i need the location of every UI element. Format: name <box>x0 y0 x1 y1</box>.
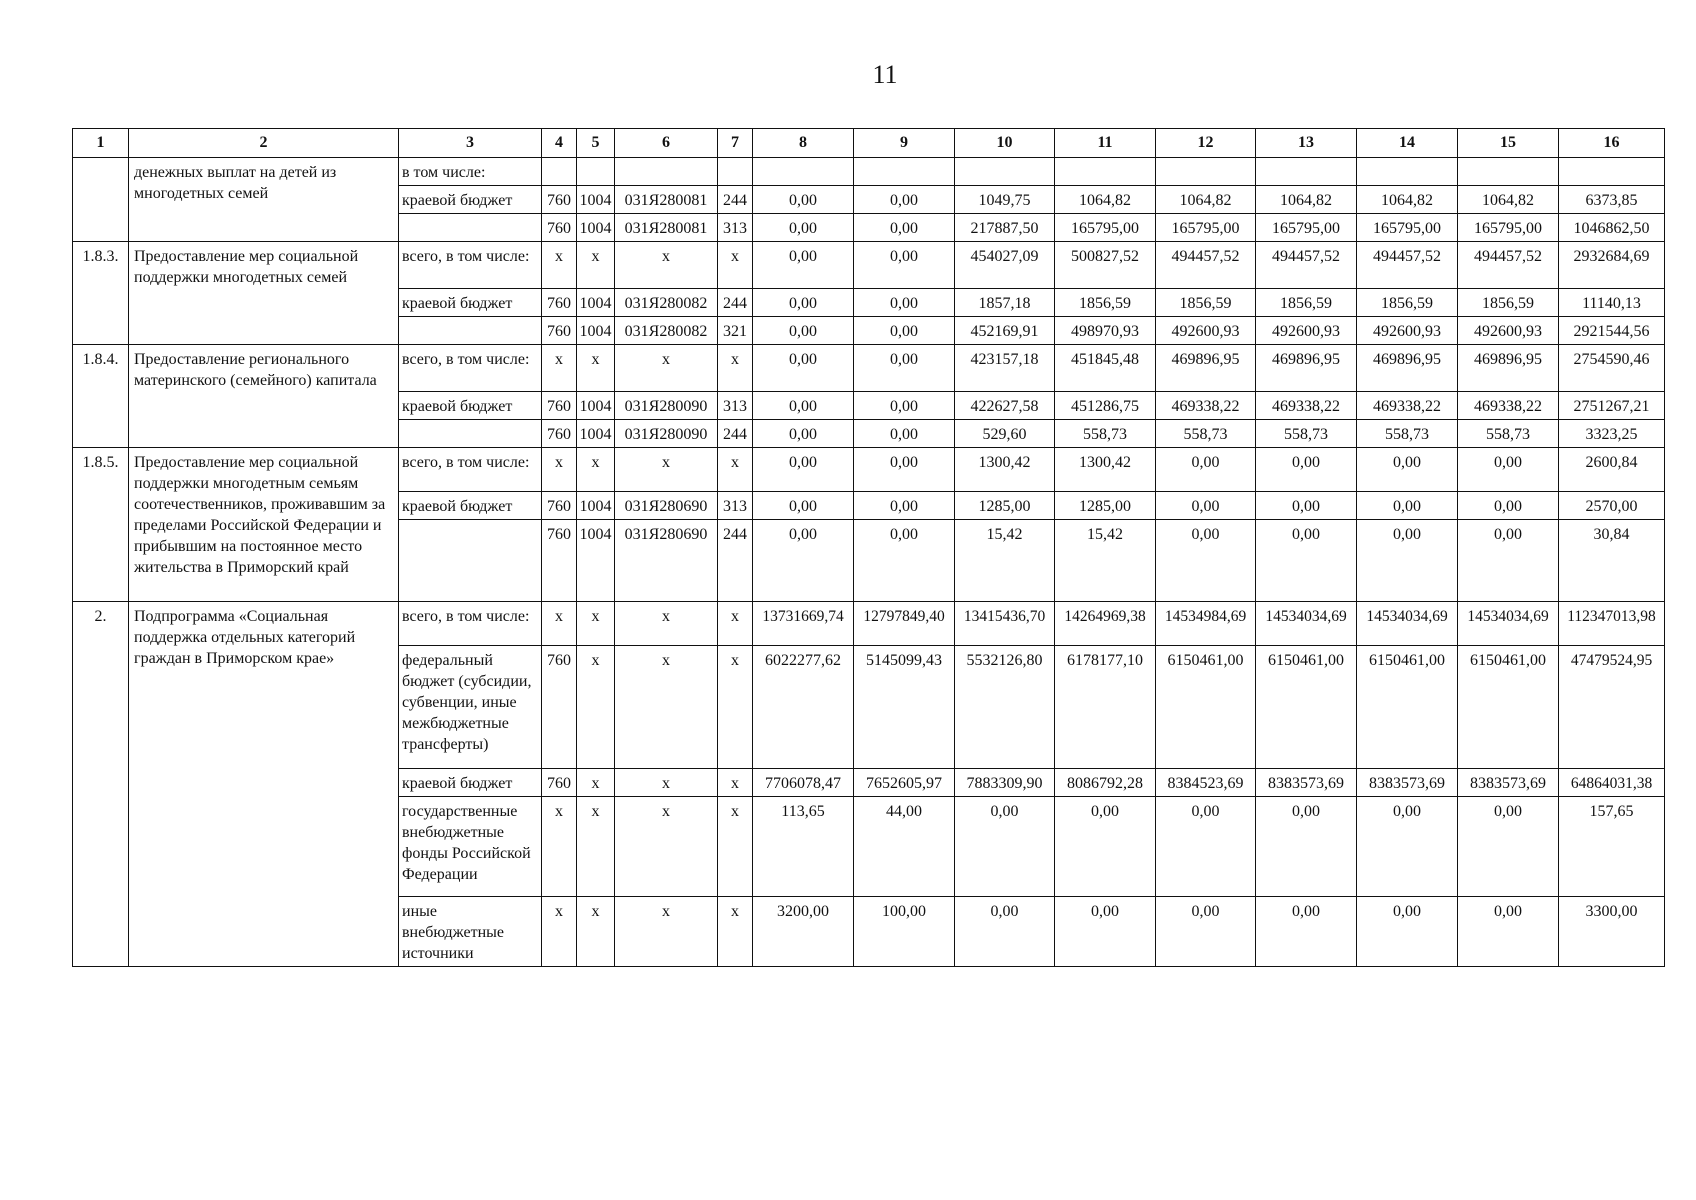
funding-source: всего, в том числе: <box>399 242 542 289</box>
value-cell: 1300,42 <box>1055 448 1156 492</box>
value-cell: 0,00 <box>854 420 955 448</box>
code-cell: 1004 <box>577 186 615 214</box>
funding-source <box>399 214 542 242</box>
value-cell: 0,00 <box>1156 448 1256 492</box>
value-cell: 5532126,80 <box>955 646 1055 769</box>
code-cell: 031Я280090 <box>615 420 718 448</box>
value-cell: 30,84 <box>1559 520 1665 602</box>
code-cell: х <box>577 646 615 769</box>
value-cell: 0,00 <box>854 392 955 420</box>
value-cell: 0,00 <box>1357 797 1458 897</box>
value-cell: 1856,59 <box>1055 289 1156 317</box>
code-cell: х <box>718 242 753 289</box>
code-cell: 031Я280690 <box>615 492 718 520</box>
value-cell: 454027,09 <box>955 242 1055 289</box>
value-cell: 0,00 <box>753 420 854 448</box>
table-row <box>73 602 1665 646</box>
header-cell: 16 <box>1559 129 1665 158</box>
code-cell <box>718 158 753 186</box>
value-cell: 0,00 <box>753 186 854 214</box>
value-cell: 13415436,70 <box>955 602 1055 646</box>
budget-table <box>72 128 1665 967</box>
value-cell: 469338,22 <box>1458 392 1559 420</box>
value-cell: 0,00 <box>753 289 854 317</box>
value-cell: 113,65 <box>753 797 854 897</box>
header-cell: 10 <box>955 129 1055 158</box>
value-cell: 0,00 <box>854 520 955 602</box>
code-cell: 244 <box>718 186 753 214</box>
code-cell: 244 <box>718 520 753 602</box>
header-cell: 5 <box>577 129 615 158</box>
value-cell: 6150461,00 <box>1256 646 1357 769</box>
code-cell: 1004 <box>577 289 615 317</box>
header-cell: 13 <box>1256 129 1357 158</box>
value-cell: 157,65 <box>1559 797 1665 897</box>
value-cell: 0,00 <box>1357 448 1458 492</box>
value-cell: 0,00 <box>1055 797 1156 897</box>
value-cell: 2600,84 <box>1559 448 1665 492</box>
value-cell: 6178177,10 <box>1055 646 1156 769</box>
code-cell: 760 <box>542 420 577 448</box>
value-cell: 492600,93 <box>1458 317 1559 345</box>
code-cell: х <box>615 646 718 769</box>
code-cell: х <box>577 897 615 967</box>
code-cell: х <box>718 602 753 646</box>
item-name: Предоставление мер социальной поддержки многодетным семьям соотечественников, проживавшим за пределами Российской Федерации и прибывшим на постоянное место жительства в Приморский край <box>129 448 399 602</box>
value-cell: 0,00 <box>1357 520 1458 602</box>
code-cell: х <box>542 345 577 392</box>
value-cell <box>1559 158 1665 186</box>
value-cell: 492600,93 <box>1156 317 1256 345</box>
funding-source: иные внебюджетные источники <box>399 897 542 967</box>
code-cell: х <box>615 242 718 289</box>
header-cell: 6 <box>615 129 718 158</box>
value-cell: 5145099,43 <box>854 646 955 769</box>
funding-source <box>399 520 542 602</box>
value-cell: 494457,52 <box>1156 242 1256 289</box>
value-cell: 2932684,69 <box>1559 242 1665 289</box>
value-cell: 451845,48 <box>1055 345 1156 392</box>
value-cell: 469338,22 <box>1156 392 1256 420</box>
value-cell: 0,00 <box>753 392 854 420</box>
value-cell: 558,73 <box>1156 420 1256 448</box>
value-cell: 0,00 <box>1156 520 1256 602</box>
value-cell: 8383573,69 <box>1357 769 1458 797</box>
item-name: Предоставление мер социальной поддержки многодетных семей <box>129 242 399 345</box>
funding-source: всего, в том числе: <box>399 345 542 392</box>
value-cell: 47479524,95 <box>1559 646 1665 769</box>
value-cell: 469896,95 <box>1156 345 1256 392</box>
value-cell: 2570,00 <box>1559 492 1665 520</box>
code-cell: 313 <box>718 392 753 420</box>
value-cell: 14264969,38 <box>1055 602 1156 646</box>
value-cell: 13731669,74 <box>753 602 854 646</box>
value-cell: 0,00 <box>854 492 955 520</box>
code-cell: 760 <box>542 289 577 317</box>
value-cell: 15,42 <box>955 520 1055 602</box>
code-cell: 313 <box>718 214 753 242</box>
value-cell: 469896,95 <box>1458 345 1559 392</box>
table-row <box>73 448 1665 492</box>
value-cell: 0,00 <box>1458 448 1559 492</box>
header-cell: 4 <box>542 129 577 158</box>
funding-source: краевой бюджет <box>399 289 542 317</box>
code-cell: 244 <box>718 289 753 317</box>
value-cell: 469896,95 <box>1357 345 1458 392</box>
value-cell: 0,00 <box>1156 897 1256 967</box>
funding-source: краевой бюджет <box>399 769 542 797</box>
value-cell: 14534034,69 <box>1256 602 1357 646</box>
code-cell <box>577 158 615 186</box>
header-cell: 12 <box>1156 129 1256 158</box>
code-cell: 1004 <box>577 520 615 602</box>
value-cell: 0,00 <box>1458 897 1559 967</box>
value-cell: 494457,52 <box>1458 242 1559 289</box>
value-cell: 451286,75 <box>1055 392 1156 420</box>
value-cell: 0,00 <box>1458 520 1559 602</box>
value-cell: 14534984,69 <box>1156 602 1256 646</box>
value-cell: 7883309,90 <box>955 769 1055 797</box>
code-cell: 1004 <box>577 317 615 345</box>
value-cell: 0,00 <box>854 345 955 392</box>
funding-source <box>399 420 542 448</box>
code-cell: 031Я280690 <box>615 520 718 602</box>
value-cell: 12797849,40 <box>854 602 955 646</box>
value-cell: 492600,93 <box>1256 317 1357 345</box>
code-cell: х <box>577 448 615 492</box>
value-cell: 0,00 <box>854 448 955 492</box>
code-cell: х <box>615 769 718 797</box>
value-cell: 1300,42 <box>955 448 1055 492</box>
table-row <box>73 345 1665 392</box>
value-cell: 0,00 <box>1357 897 1458 967</box>
funding-source: всего, в том числе: <box>399 602 542 646</box>
value-cell: 0,00 <box>1156 797 1256 897</box>
value-cell: 0,00 <box>955 797 1055 897</box>
code-cell <box>542 158 577 186</box>
value-cell: 217887,50 <box>955 214 1055 242</box>
code-cell: 031Я280082 <box>615 317 718 345</box>
code-cell: х <box>615 602 718 646</box>
header-cell: 15 <box>1458 129 1559 158</box>
table-row <box>73 242 1665 289</box>
value-cell: 0,00 <box>854 289 955 317</box>
value-cell: 44,00 <box>854 797 955 897</box>
value-cell: 0,00 <box>1256 520 1357 602</box>
value-cell: 0,00 <box>955 897 1055 967</box>
value-cell: 423157,18 <box>955 345 1055 392</box>
value-cell: 469338,22 <box>1256 392 1357 420</box>
value-cell: 558,73 <box>1458 420 1559 448</box>
value-cell: 469338,22 <box>1357 392 1458 420</box>
value-cell: 1285,00 <box>1055 492 1156 520</box>
code-cell: х <box>615 797 718 897</box>
value-cell: 0,00 <box>854 214 955 242</box>
code-cell: х <box>718 797 753 897</box>
value-cell <box>1156 158 1256 186</box>
code-cell: 031Я280082 <box>615 289 718 317</box>
code-cell: 031Я280090 <box>615 392 718 420</box>
value-cell <box>1055 158 1156 186</box>
funding-source <box>399 317 542 345</box>
value-cell: 1064,82 <box>1357 186 1458 214</box>
header-cell: 1 <box>73 129 129 158</box>
value-cell: 498970,93 <box>1055 317 1156 345</box>
value-cell: 100,00 <box>854 897 955 967</box>
funding-source: краевой бюджет <box>399 186 542 214</box>
value-cell: 0,00 <box>1458 797 1559 897</box>
value-cell <box>753 158 854 186</box>
funding-source: государственные внебюджетные фонды Российской Федерации <box>399 797 542 897</box>
header-cell: 11 <box>1055 129 1156 158</box>
value-cell <box>854 158 955 186</box>
code-cell: 760 <box>542 392 577 420</box>
value-cell: 14534034,69 <box>1458 602 1559 646</box>
value-cell: 1046862,50 <box>1559 214 1665 242</box>
value-cell: 558,73 <box>1357 420 1458 448</box>
value-cell: 165795,00 <box>1357 214 1458 242</box>
code-cell: 244 <box>718 420 753 448</box>
item-number: 1.8.3. <box>73 242 129 345</box>
code-cell: х <box>542 897 577 967</box>
code-cell: х <box>577 602 615 646</box>
code-cell: х <box>542 602 577 646</box>
value-cell: 2921544,56 <box>1559 317 1665 345</box>
code-cell: х <box>577 242 615 289</box>
value-cell: 0,00 <box>1055 897 1156 967</box>
value-cell: 6150461,00 <box>1357 646 1458 769</box>
code-cell: 1004 <box>577 214 615 242</box>
value-cell: 422627,58 <box>955 392 1055 420</box>
value-cell: 0,00 <box>1357 492 1458 520</box>
value-cell: 7706078,47 <box>753 769 854 797</box>
value-cell: 0,00 <box>1256 897 1357 967</box>
code-cell: х <box>542 797 577 897</box>
value-cell: 494457,52 <box>1357 242 1458 289</box>
header-cell: 3 <box>399 129 542 158</box>
value-cell: 11140,13 <box>1559 289 1665 317</box>
value-cell: 64864031,38 <box>1559 769 1665 797</box>
value-cell: 6150461,00 <box>1156 646 1256 769</box>
value-cell: 3300,00 <box>1559 897 1665 967</box>
item-number: 1.8.5. <box>73 448 129 602</box>
header-cell: 14 <box>1357 129 1458 158</box>
value-cell: 165795,00 <box>1458 214 1559 242</box>
value-cell: 0,00 <box>1458 492 1559 520</box>
code-cell: х <box>542 242 577 289</box>
item-name: денежных выплат на детей из многодетных семей <box>129 158 399 242</box>
value-cell: 8086792,28 <box>1055 769 1156 797</box>
code-cell: х <box>718 897 753 967</box>
header-cell: 9 <box>854 129 955 158</box>
value-cell: 165795,00 <box>1055 214 1156 242</box>
code-cell: х <box>542 448 577 492</box>
code-cell: х <box>615 448 718 492</box>
item-number: 2. <box>73 602 129 967</box>
code-cell: х <box>615 897 718 967</box>
value-cell: 529,60 <box>955 420 1055 448</box>
table-row <box>73 158 1665 186</box>
code-cell: х <box>615 345 718 392</box>
code-cell: 031Я280081 <box>615 186 718 214</box>
value-cell: 492600,93 <box>1357 317 1458 345</box>
funding-source: всего, в том числе: <box>399 448 542 492</box>
code-cell: х <box>718 448 753 492</box>
code-cell: х <box>577 345 615 392</box>
value-cell: 0,00 <box>753 214 854 242</box>
value-cell: 165795,00 <box>1156 214 1256 242</box>
code-cell: х <box>577 797 615 897</box>
value-cell: 1064,82 <box>1156 186 1256 214</box>
value-cell: 1856,59 <box>1156 289 1256 317</box>
value-cell: 112347013,98 <box>1559 602 1665 646</box>
code-cell: х <box>718 769 753 797</box>
value-cell: 558,73 <box>1055 420 1156 448</box>
value-cell: 1856,59 <box>1458 289 1559 317</box>
code-cell: 760 <box>542 520 577 602</box>
value-cell: 2751267,21 <box>1559 392 1665 420</box>
code-cell: 1004 <box>577 492 615 520</box>
value-cell: 494457,52 <box>1256 242 1357 289</box>
value-cell: 8384523,69 <box>1156 769 1256 797</box>
value-cell: 1856,59 <box>1256 289 1357 317</box>
value-cell: 1856,59 <box>1357 289 1458 317</box>
code-cell: х <box>577 769 615 797</box>
header-cell: 8 <box>753 129 854 158</box>
code-cell: 760 <box>542 214 577 242</box>
value-cell: 558,73 <box>1256 420 1357 448</box>
value-cell: 1064,82 <box>1458 186 1559 214</box>
code-cell: 031Я280081 <box>615 214 718 242</box>
value-cell: 0,00 <box>1256 448 1357 492</box>
value-cell <box>1458 158 1559 186</box>
code-cell: 760 <box>542 492 577 520</box>
value-cell: 1064,82 <box>1055 186 1156 214</box>
funding-source: в том числе: <box>399 158 542 186</box>
value-cell: 469896,95 <box>1256 345 1357 392</box>
funding-source: краевой бюджет <box>399 392 542 420</box>
funding-source: федеральный бюджет (субсидии, субвенции, иные межбюджетные трансферты) <box>399 646 542 769</box>
value-cell: 0,00 <box>753 317 854 345</box>
value-cell: 1285,00 <box>955 492 1055 520</box>
value-cell: 3323,25 <box>1559 420 1665 448</box>
value-cell: 8383573,69 <box>1256 769 1357 797</box>
value-cell: 165795,00 <box>1256 214 1357 242</box>
code-cell: 760 <box>542 646 577 769</box>
code-cell: 760 <box>542 317 577 345</box>
value-cell: 0,00 <box>753 520 854 602</box>
value-cell <box>1256 158 1357 186</box>
code-cell <box>615 158 718 186</box>
value-cell <box>1357 158 1458 186</box>
value-cell: 6150461,00 <box>1458 646 1559 769</box>
code-cell: 760 <box>542 769 577 797</box>
value-cell: 0,00 <box>1256 492 1357 520</box>
code-cell: 760 <box>542 186 577 214</box>
page-number: 11 <box>872 60 898 89</box>
value-cell: 0,00 <box>753 242 854 289</box>
value-cell: 0,00 <box>753 345 854 392</box>
value-cell: 0,00 <box>854 242 955 289</box>
code-cell: х <box>718 345 753 392</box>
value-cell <box>955 158 1055 186</box>
value-cell: 6373,85 <box>1559 186 1665 214</box>
value-cell: 2754590,46 <box>1559 345 1665 392</box>
code-cell: х <box>718 646 753 769</box>
item-number: 1.8.4. <box>73 345 129 448</box>
value-cell: 15,42 <box>1055 520 1156 602</box>
value-cell: 0,00 <box>1156 492 1256 520</box>
value-cell: 0,00 <box>854 186 955 214</box>
value-cell: 3200,00 <box>753 897 854 967</box>
header-cell: 7 <box>718 129 753 158</box>
value-cell: 1049,75 <box>955 186 1055 214</box>
value-cell: 0,00 <box>753 448 854 492</box>
header-cell: 2 <box>129 129 399 158</box>
value-cell: 452169,91 <box>955 317 1055 345</box>
value-cell: 1064,82 <box>1256 186 1357 214</box>
value-cell: 0,00 <box>854 317 955 345</box>
value-cell: 1857,18 <box>955 289 1055 317</box>
value-cell: 0,00 <box>1256 797 1357 897</box>
item-name: Предоставление регионального материнского (семейного) капитала <box>129 345 399 448</box>
code-cell: 321 <box>718 317 753 345</box>
table-header-row <box>73 129 1665 158</box>
value-cell: 7652605,97 <box>854 769 955 797</box>
value-cell: 0,00 <box>753 492 854 520</box>
value-cell: 14534034,69 <box>1357 602 1458 646</box>
funding-source: краевой бюджет <box>399 492 542 520</box>
code-cell: 1004 <box>577 392 615 420</box>
item-name: Подпрограмма «Социальная поддержка отдельных категорий граждан в Приморском крае» <box>129 602 399 967</box>
code-cell: 1004 <box>577 420 615 448</box>
value-cell: 500827,52 <box>1055 242 1156 289</box>
value-cell: 6022277,62 <box>753 646 854 769</box>
code-cell: 313 <box>718 492 753 520</box>
value-cell: 8383573,69 <box>1458 769 1559 797</box>
item-number <box>73 158 129 242</box>
